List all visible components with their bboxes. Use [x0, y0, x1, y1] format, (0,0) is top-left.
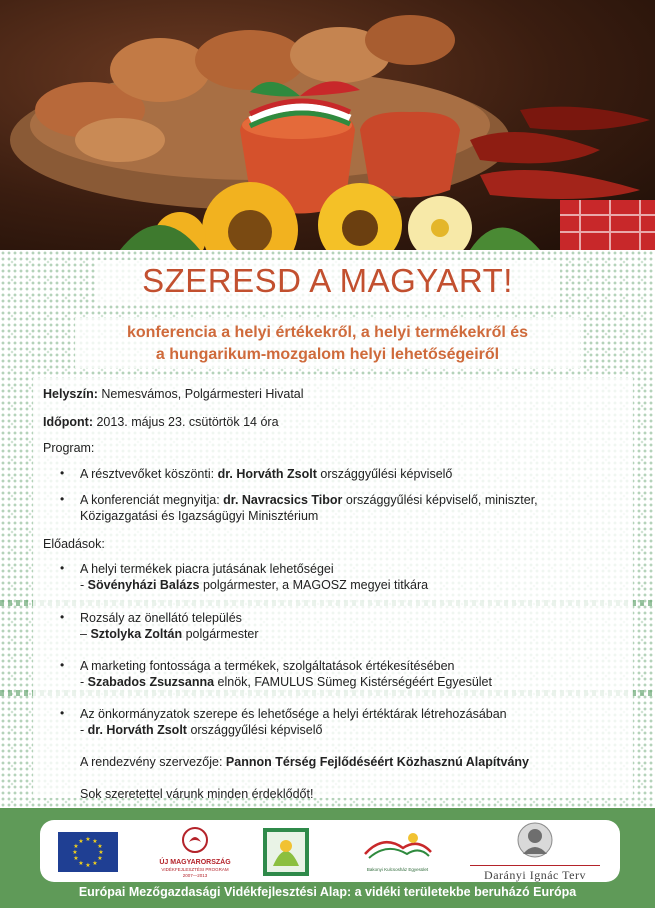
svg-text:★: ★ [97, 855, 103, 862]
umvp-logo [150, 826, 240, 880]
svg-text:★: ★ [85, 836, 91, 843]
talk-speaker: dr. Horváth Zsolt [87, 723, 187, 737]
program-item-welcome [80, 466, 620, 482]
svg-text:★: ★ [92, 860, 98, 867]
program-item-text: A konferenciát megnyitja: [80, 493, 224, 507]
organizer-line [80, 754, 529, 770]
eu-flag-logo [58, 832, 118, 872]
bullet: • [60, 561, 65, 575]
bullet: • [60, 706, 65, 720]
footer-text: Európai Mezőgazdasági Vidékfejlesztési Alap: a vidéki területekbe beruházó Európa [78, 885, 577, 899]
talk-role: országgyűlési képviselő [186, 723, 323, 737]
venue-label: Helyszín: [43, 387, 98, 401]
program-item-ministry: Közigazgatási és Igazságügyi Minisztérium [80, 509, 319, 523]
talk-dash: - [80, 675, 88, 689]
talk-topic: Az önkormányzatok szerepe és lehetősége a helyi értéktárak létrehozásában [80, 707, 507, 721]
talk-speaker: Szabados Zsuzsanna [87, 675, 215, 689]
umvp-emblem-icon [180, 826, 210, 854]
svg-text:★: ★ [78, 838, 84, 845]
talk-topic: A helyi termékek piacra jutásának lehetőségei [80, 562, 334, 576]
talks-label: Előadások: [43, 537, 105, 551]
talk-speaker: Sövényházi Balázs [87, 578, 200, 592]
talk-dash: - [80, 723, 88, 737]
talk-topic: A marketing fontossága a termékek, szolgáltatások értékesítésében [80, 659, 455, 673]
bullet: • [60, 610, 65, 624]
venue-line [43, 386, 304, 402]
program-item-speaker: dr. Navracsics Tibor [223, 493, 343, 507]
program-item-speaker: dr. Horváth Zsolt [217, 467, 317, 481]
organizer-label: A rendezvény szervezője: [80, 755, 226, 769]
umvp-title: ÚJ MAGYARORSZÁG [159, 859, 231, 866]
association-logo [355, 828, 440, 878]
subtitle [0, 322, 655, 366]
program-item-opening [80, 492, 620, 524]
time-value: 2013. május 23. csütörtök 14 óra [96, 415, 279, 429]
svg-text:★: ★ [98, 849, 104, 856]
subtitle-line-1: konferencia a helyi értékekről, a helyi termékekről és [126, 324, 529, 341]
umvp-subtitle: VIDÉKFEJLESZTÉSI PROGRAM [161, 867, 229, 872]
venue-value: Nemesvámos, Polgármesteri Hivatal [101, 387, 304, 401]
organizer-name: Pannon Térség Fejlődéséért Közhasznú Alapítvány [225, 755, 529, 769]
hero-illustration [0, 0, 655, 250]
leader-logo [263, 828, 309, 876]
bullet: • [60, 466, 65, 480]
talk-speaker: Sztolyka Zoltán [90, 627, 183, 641]
svg-text:★: ★ [73, 843, 79, 850]
talk-role: polgármester, a MAGOSZ megyei titkára [199, 578, 429, 592]
program-item-role: országgyűlési képviselő, miniszter, [342, 493, 538, 507]
portrait-icon [517, 822, 553, 858]
hills-icon [363, 828, 433, 862]
talk-item [80, 561, 620, 593]
daranyi-logo [460, 822, 610, 880]
page-title: SZERESD A MAGYART! [142, 262, 513, 299]
svg-text:★: ★ [78, 860, 84, 867]
talk-item [80, 706, 630, 738]
talk-dash: - [80, 578, 88, 592]
time-label: Időpont: [43, 415, 93, 429]
talk-role: polgármester [182, 627, 259, 641]
closing-line: Sok szeretettel várunk minden érdeklődőt! [80, 787, 314, 801]
svg-text:★: ★ [73, 855, 79, 862]
bullet: • [60, 492, 65, 506]
time-line [43, 414, 279, 430]
talk-topic: Rozsály az önellátó település [80, 611, 242, 625]
svg-text:★: ★ [72, 849, 78, 856]
svg-text:★: ★ [85, 862, 91, 869]
talk-dash: – [80, 627, 91, 641]
talk-role: elnök, FAMULUS Sümeg Kistérségéért Egyesület [214, 675, 492, 689]
umvp-years: 2007—2013 [182, 873, 208, 878]
program-item-text: A résztvevőket köszönti: [80, 467, 218, 481]
svg-text:★: ★ [97, 843, 103, 850]
subtitle-line-2: a hungarikum-mozgalom helyi lehetőségeiről [155, 346, 500, 363]
talk-item [80, 610, 620, 642]
program-item-role: országgyűlési képviselő [316, 467, 453, 481]
talk-item [80, 658, 630, 690]
program-label: Program: [43, 441, 95, 455]
hero-photo [0, 0, 655, 250]
svg-text:★: ★ [92, 838, 98, 845]
association-name: Bakonyi Kulcsosház Egyesület [366, 867, 429, 872]
daranyi-text: Darányi Ignác Terv [470, 865, 600, 883]
bullet: • [60, 658, 65, 672]
